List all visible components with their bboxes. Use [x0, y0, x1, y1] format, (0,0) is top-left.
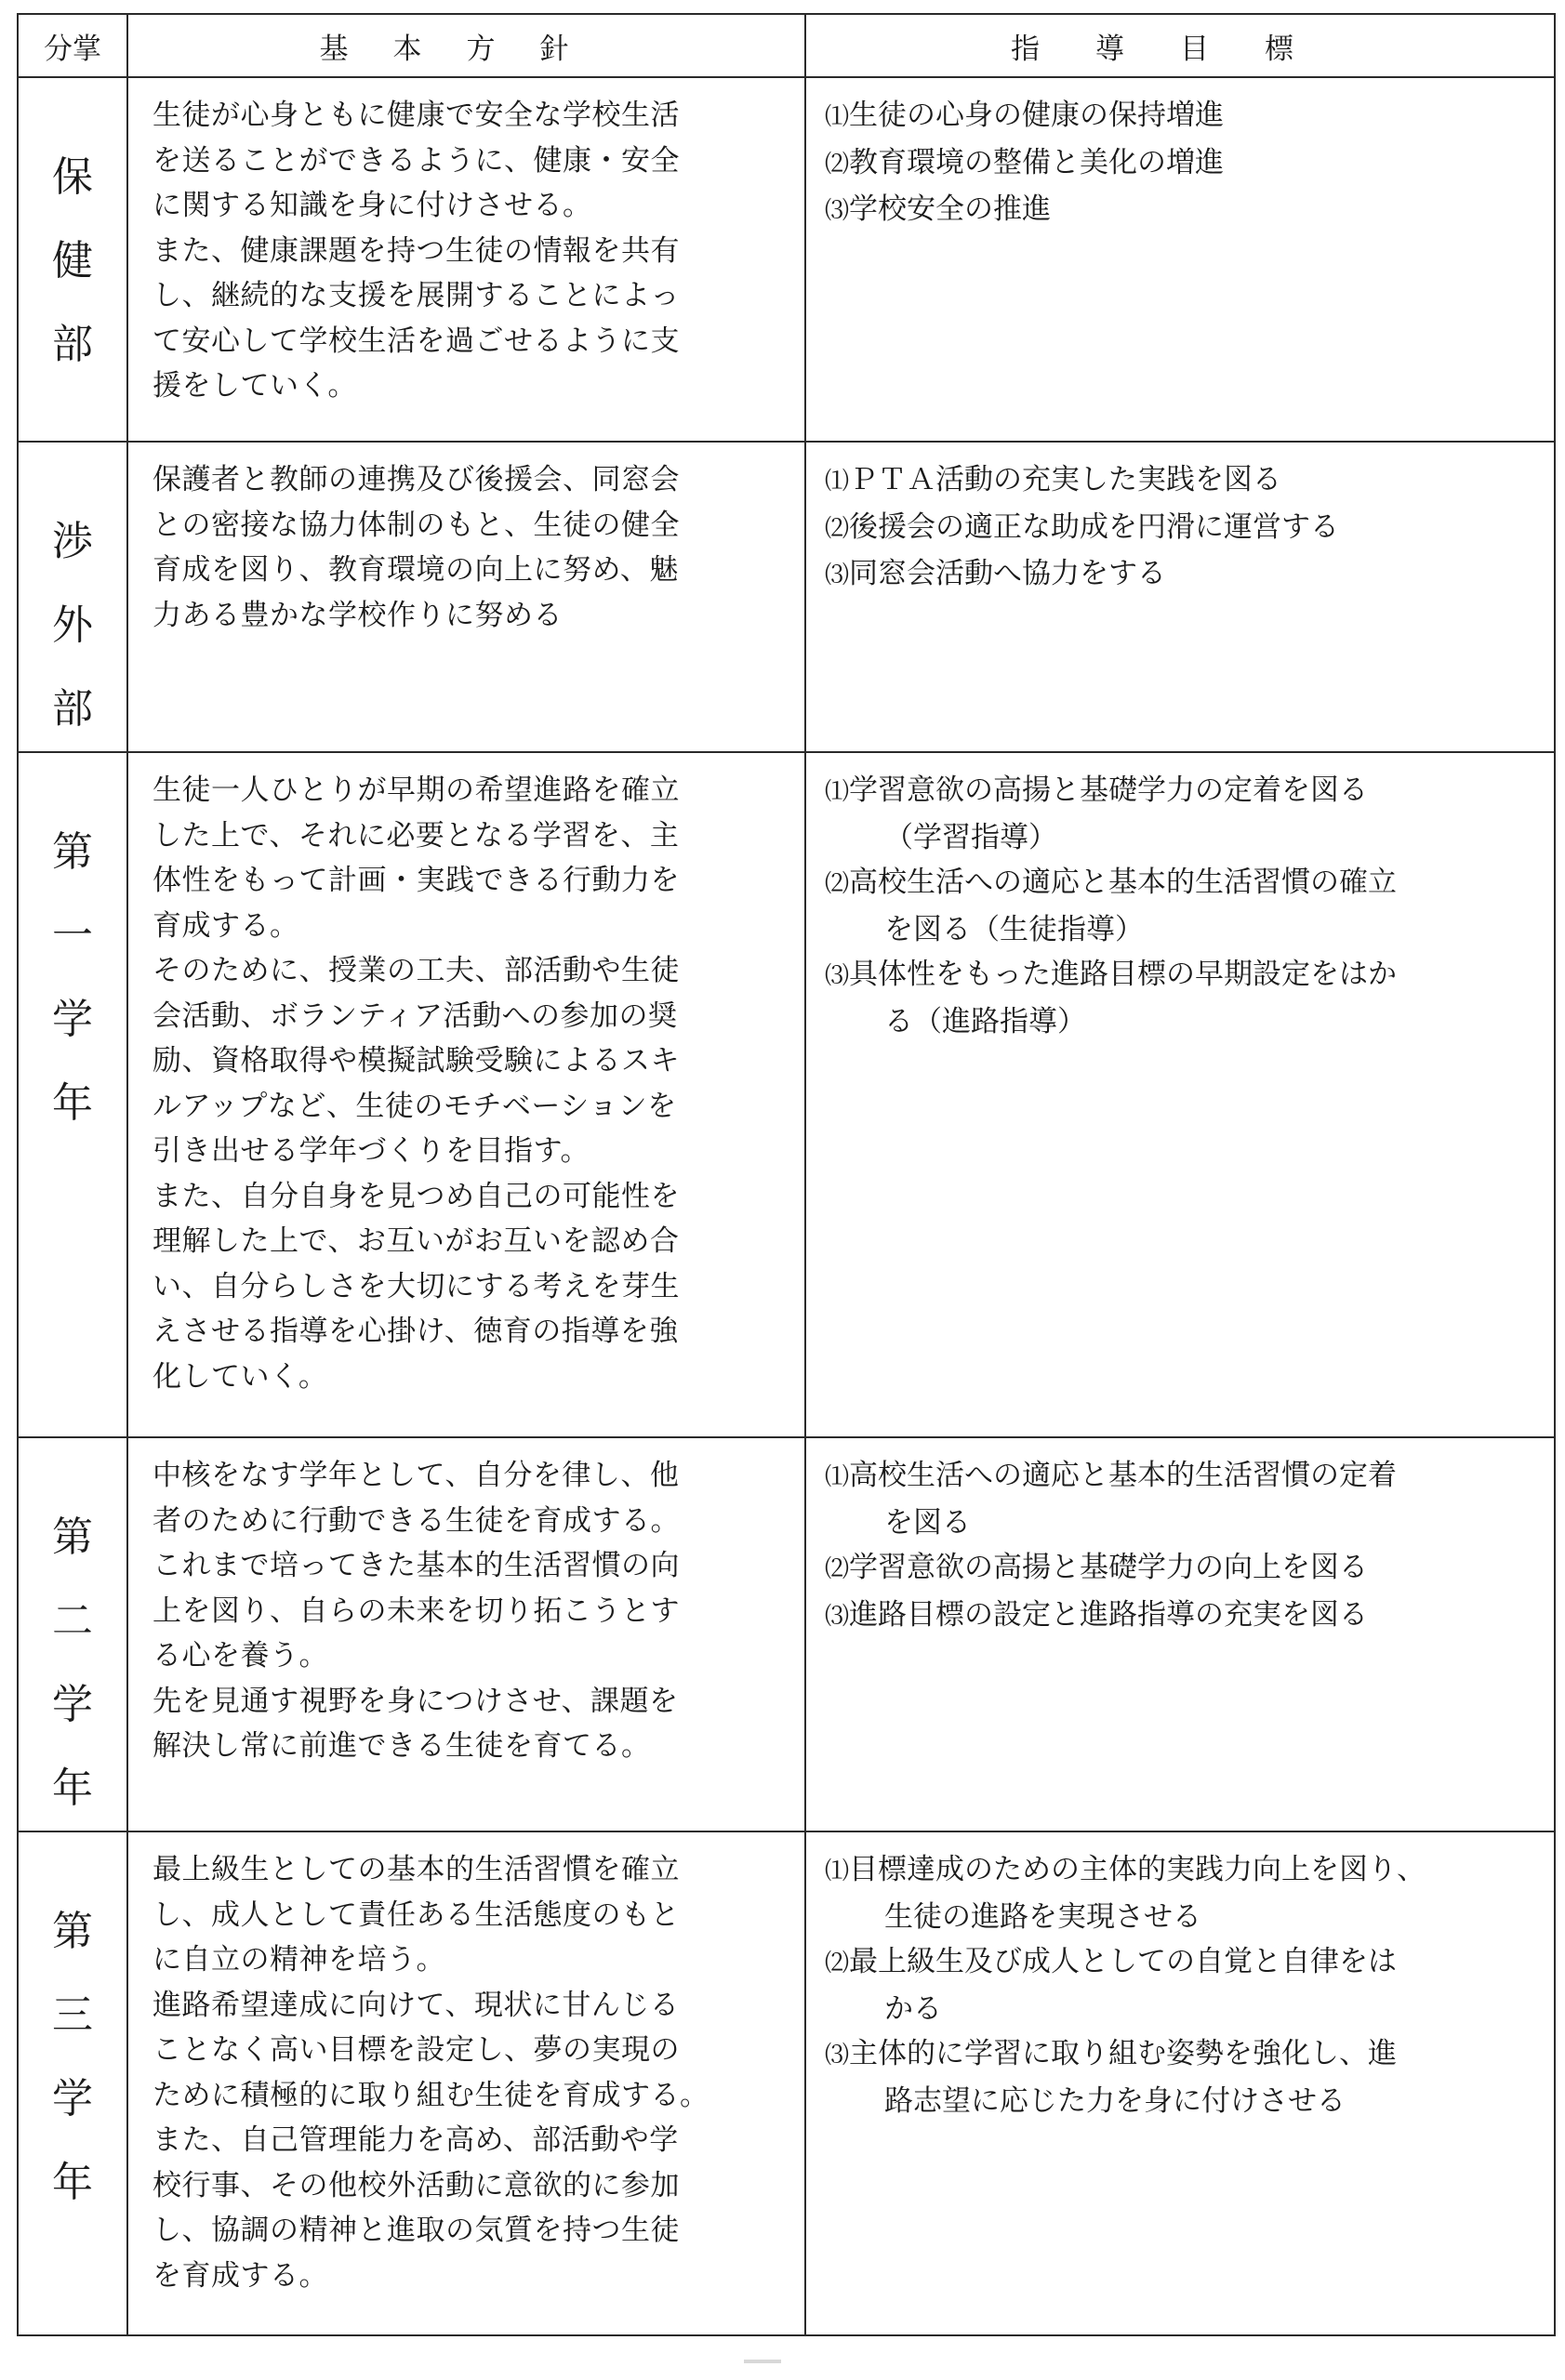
goal-item [825, 1847, 1545, 1895]
dept-name [19, 1832, 126, 2225]
table-row [18, 442, 1555, 752]
policy-cell [127, 1831, 805, 2335]
policy-line: 校行事、その他校外活動に意欲的に参加 [153, 2168, 680, 2202]
policy-line: これまで培ってきた基本的生活習慣の向 [153, 1549, 680, 1582]
policy-line: 会活動、ボランティア活動への参加の奨 [153, 998, 678, 1033]
goal-number: ⑶ [825, 1602, 850, 1631]
table-row [18, 1437, 1555, 1831]
policy-line: 生徒が心身ともに健康で安全な学校生活 [153, 99, 680, 132]
goal-item [825, 952, 1545, 999]
goal-item [825, 93, 1545, 140]
goal-text: 教育環境の整備と美化の増進 [849, 145, 1225, 179]
goal-text: 高校生活への適応と基本的生活習慣の定着 [849, 1459, 1398, 1492]
policy-line: し、継続的な支援を展開することによっ [153, 279, 680, 312]
goal-number: ⑵ [825, 150, 850, 178]
goal-number: ⑴ [825, 1858, 850, 1885]
policy-cell [127, 77, 805, 442]
header-goals: 指導目標 [805, 14, 1555, 77]
dept-char: 外 [52, 602, 93, 649]
policy-line: 育成を図り、教育環境の向上に努め、魅 [153, 553, 679, 587]
goal-number: ⑵ [825, 1555, 850, 1583]
goal-item [825, 768, 1545, 815]
policy-line: し、協調の精神と進取の気質を持つ生徒 [153, 2214, 680, 2247]
policy-line: また、自分自身を見つめ自己の可能性を [153, 1179, 680, 1213]
policy-line: 最上級生としての基本的生活習慣を確立 [153, 1853, 680, 1886]
policy-line: に自立の精神を培う。 [153, 1943, 445, 1977]
policy-line: 引き出せる学年づくりを目指す。 [153, 1134, 590, 1168]
goal-number: ⑶ [825, 197, 850, 225]
goals-cell [805, 442, 1555, 752]
policy-line: 励、資格取得や模擬試験受験によるスキ [153, 1044, 680, 1078]
policy-line: を送ることができるように、健康・安全 [153, 143, 680, 178]
policy-line: い、自分らしさを大切にする考えを芽生 [153, 1269, 680, 1303]
policy-line: し、成人として責任ある生活態度のもと [153, 1897, 680, 1932]
policy-line: 者のために行動できる生徒を育成する。 [153, 1503, 680, 1538]
goal-item [825, 1545, 1545, 1593]
policy-line: 解決し常に前進できる生徒を育てる。 [153, 1729, 651, 1763]
dept-name [19, 753, 126, 1145]
goal-item [825, 457, 1545, 505]
policy-line: 保護者と教師の連携及び後援会、同窓会 [153, 463, 680, 496]
policy-line: 化していく。 [153, 1359, 328, 1394]
goals-cell [805, 1831, 1555, 2335]
goal-text: 学校安全の推進 [849, 192, 1052, 226]
dept-cell [18, 442, 127, 752]
table-row [18, 1831, 1555, 2335]
goal-item [825, 1453, 1545, 1501]
dept-char: 第 [52, 1908, 93, 1955]
dept-char: 年 [52, 1765, 93, 1812]
dept-cell [18, 1437, 127, 1831]
policy-cell [127, 752, 805, 1437]
policy-line: て安心して学校生活を過ごせるように支 [153, 324, 680, 358]
policy-table [17, 13, 1556, 2336]
table-body [18, 77, 1555, 2335]
goal-number: ⑴ [825, 103, 850, 131]
goal-number: ⑶ [825, 962, 850, 990]
policy-line: えさせる指導を心掛け、徳育の指導を強 [153, 1315, 679, 1348]
policy-line: ことなく高い目標を設定し、夢の実現の [153, 2033, 680, 2067]
goal-text: ＰＴＡ活動の充実した実践を図る [849, 463, 1282, 496]
dept-char: 二 [52, 1597, 93, 1645]
dept-name [19, 1438, 126, 1831]
policy-line: 生徒一人ひとりが早期の希望進路を確立 [153, 774, 680, 807]
goal-text: 生徒の心身の健康の保持増進 [849, 99, 1225, 132]
goals-cell [805, 1437, 1555, 1831]
goal-number: ⑵ [825, 870, 850, 898]
goal-item [825, 140, 1545, 188]
goal-text: 学習意欲の高揚と基礎学力の定着を図る [849, 774, 1369, 807]
policy-line: 理解した上で、お互いがお互いを認め合 [153, 1224, 680, 1258]
table-row [18, 752, 1555, 1437]
goal-continuation: かる [884, 1991, 942, 2026]
policy-line: 進路希望達成に向けて、現状に甘んじる [153, 1988, 680, 2022]
document-page [17, 13, 1554, 2336]
policy-line: ルアップなど、生徒のモチベーションを [153, 1089, 677, 1123]
policy-line: との密接な協力体制のもと、生徒の健全 [153, 508, 680, 542]
goal-number: ⑴ [825, 1463, 850, 1491]
policy-line: る心を養う。 [153, 1639, 328, 1673]
goals-cell [805, 77, 1555, 442]
dept-char: 学 [52, 2075, 93, 2122]
policy-line: 援をしていく。 [153, 369, 357, 403]
goal-continuation: を図る（生徒指導） [884, 912, 1144, 946]
goal-item [825, 551, 1545, 599]
dept-cell [18, 77, 127, 442]
policy-line: を育成する。 [153, 2258, 328, 2293]
dept-char: 一 [52, 912, 93, 959]
goal-continuation: （学習指導） [884, 820, 1057, 854]
goal-item [825, 505, 1545, 552]
dept-cell [18, 1831, 127, 2335]
goal-number: ⑵ [825, 514, 850, 543]
goal-item [825, 1593, 1545, 1640]
dept-name [19, 443, 126, 751]
goal-text: 進路目標の設定と進路指導の充実を図る [849, 1597, 1369, 1632]
dept-char: 部 [52, 685, 93, 733]
goal-number: ⑵ [825, 1950, 850, 1977]
goal-text: 最上級生及び成人としての自覚と自律をは [849, 1945, 1398, 1978]
dept-char: 保 [52, 153, 93, 201]
policy-line: ために積極的に取り組む生徒を育成する。 [153, 2078, 710, 2112]
dept-char: 学 [52, 1681, 93, 1728]
table-row [18, 77, 1555, 442]
goal-item [825, 2031, 1545, 2079]
dept-char: 健 [52, 237, 93, 284]
dept-cell [18, 752, 127, 1437]
policy-line: 先を見通す視野を身につけさせ、課題を [153, 1684, 679, 1718]
goals-cell [805, 752, 1555, 1437]
header-policy: 基本方針 [127, 14, 805, 77]
policy-line: そのために、授業の工夫、部活動や生徒 [153, 954, 680, 987]
policy-line: 体性をもって計画・実践できる行動力を [153, 864, 680, 897]
goal-text: 高校生活への適応と基本的生活習慣の確立 [849, 866, 1398, 899]
dept-char: 三 [52, 1991, 93, 2039]
dept-char: 部 [52, 321, 93, 368]
policy-line: 力ある豊かな学校作りに努める [153, 598, 563, 632]
goal-text: 後援会の適正な助成を円滑に運営する [849, 509, 1340, 544]
dept-char: 年 [52, 1079, 93, 1127]
goal-continuation: を図る [884, 1505, 971, 1540]
goal-text: 目標達成のための主体的実践力向上を図り、 [849, 1853, 1426, 1886]
goal-number: ⑴ [825, 468, 850, 496]
policy-line: に関する知識を身に付けさせる。 [153, 189, 592, 222]
policy-line: 育成する。 [153, 908, 299, 943]
dept-name [19, 78, 126, 387]
policy-line: また、自己管理能力を高め、部活動や学 [153, 2123, 679, 2157]
policy-line: また、健康課題を持つ生徒の情報を共有 [153, 233, 680, 268]
goal-item [825, 187, 1545, 234]
policy-cell [127, 442, 805, 752]
goal-text: 同窓会活動へ協力をする [849, 557, 1167, 590]
goal-continuation: 路志望に応じた力を身に付けさせる [884, 2083, 1346, 2118]
page-number-mark [744, 2360, 781, 2363]
goal-continuation: る（進路指導） [884, 1004, 1086, 1038]
goal-item [825, 1939, 1545, 1987]
dept-char: 第 [52, 1514, 93, 1561]
goal-text: 具体性をもった進路目標の早期設定をはか [849, 958, 1398, 991]
goal-number: ⑶ [825, 2042, 850, 2069]
goal-item [825, 860, 1545, 907]
policy-line: した上で、それに必要となる学習を、主 [153, 818, 680, 853]
table-header-row [18, 14, 1555, 77]
policy-line: 上を図り、自らの未来を切り拓こうとす [153, 1593, 680, 1628]
goal-number: ⑶ [825, 562, 850, 589]
goal-number: ⑴ [825, 778, 850, 806]
goal-continuation: 生徒の進路を実現させる [884, 1899, 1201, 1934]
policy-line: 中核をなす学年として、自分を律し、他 [153, 1459, 680, 1492]
goal-text: 学習意欲の高揚と基礎学力の向上を図る [849, 1551, 1369, 1584]
goal-text: 主体的に学習に取り組む姿勢を強化し、進 [849, 2037, 1398, 2070]
dept-char: 第 [52, 828, 93, 876]
dept-char: 渉 [52, 518, 93, 565]
dept-char: 学 [52, 996, 93, 1043]
policy-cell [127, 1437, 805, 1831]
header-dept: 分掌 [18, 14, 127, 77]
dept-char: 年 [52, 2159, 93, 2206]
